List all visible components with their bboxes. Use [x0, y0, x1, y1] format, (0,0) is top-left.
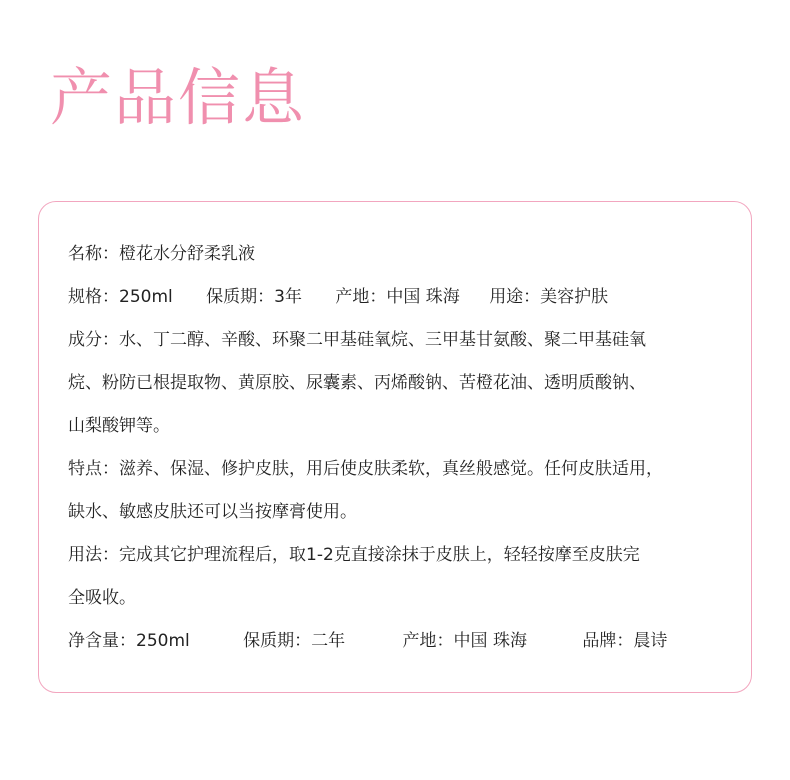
ingredients-line-2: 烷、粉防已根提取物、黄原胶、尿囊素、丙烯酸钠、苦橙花油、透明质酸钠、: [68, 373, 646, 393]
usage-purpose-text: 用途：美容护肤: [489, 287, 609, 307]
summary-line: [68, 620, 728, 663]
product-info-body: [68, 233, 728, 663]
spec-text: 规格：250ml: [68, 287, 173, 307]
net-content-text: 净含量：250ml: [68, 631, 190, 651]
directions-line-1: 用法：完成其它护理流程后，取1-2克直接涂抹于皮肤上，轻轻按摩至皮肤完: [68, 545, 640, 565]
shelf-life-text: 保质期：3年: [206, 287, 302, 307]
origin-text: 产地：中国 珠海: [335, 287, 460, 307]
origin-summary-text: 产地：中国 珠海: [402, 631, 527, 651]
directions-line-2: 全吸收。: [68, 588, 136, 608]
spec-line: [68, 276, 728, 319]
features-line-2: 缺水、敏感皮肤还可以当按摩膏使用。: [68, 502, 357, 522]
page-title: 产品信息: [50, 61, 307, 134]
ingredients-line-1: 成分：水、丁二醇、辛酸、环聚二甲基硅氧烷、三甲基甘氨酸、聚二甲基硅氧: [68, 330, 646, 350]
shelf-life-summary-text: 保质期：二年: [243, 631, 346, 651]
features-line-1: 特点：滋养、保湿、修护皮肤，用后使皮肤柔软，真丝般感觉。任何皮肤适用，: [68, 459, 663, 479]
name-line: 名称：橙花水分舒柔乳液: [68, 244, 255, 264]
brand-text: 品牌：晨诗: [582, 631, 668, 651]
ingredients-line-3: 山梨酸钾等。: [68, 416, 170, 436]
